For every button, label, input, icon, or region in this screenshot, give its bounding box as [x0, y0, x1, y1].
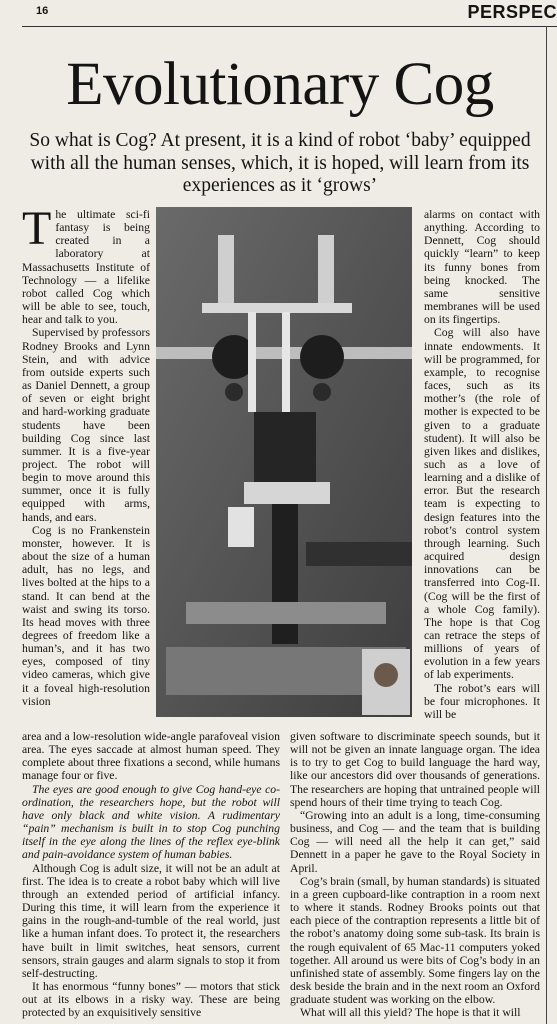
standfirst: So what is Cog? At present, it is a kind of robot ‘baby’ equipped with all the human senses, which, it is hoped, will learn from its experiences as it ‘grows’: [29, 130, 531, 196]
article-column-4: [290, 730, 540, 1024]
article-column-1: [22, 208, 150, 728]
paragraph: The robot’s ears will be four microphones. It will be: [424, 681, 540, 721]
paragraph: Supervised by professors Rodney Brooks and Lynn Stein, and with advice from outside experts such as Daniel Dennett, a group of seven or eight bright and hard-working graduate students have been building Cog since last summer. It is a five-year project. The robot will begin to move around this summer, once it is fully equipped with arms, hands, and ears.: [22, 326, 150, 524]
article-column-2: [424, 208, 540, 728]
paragraph: The eyes are good enough to give Cog hand-eye co-ordination, the researchers hope, but the robot will have only black and white vision. A rudimentary “pain” mechanism is built in to stop Cog punching itself in the eye along the lines of the reflex eye-blink and pain-avoidance system of human babies.: [22, 782, 280, 862]
column-rule: [546, 26, 547, 1024]
paragraph: area and a low-resolution wide-angle parafoveal vision area. The eyes saccade at almost human speed. They complete about three fixations a second, while humans manage four or five.: [22, 730, 280, 783]
paragraph: given software to discriminate speech sounds, but it will not be given an innate language organ. The idea is to try to get Cog to build language the hard way, like our ancestors did over thousands of generations. The researchers are hoping that untrained people will spend hours of their time trying to teach Cog.: [290, 730, 540, 809]
paragraph: What will all this yield? The hope is that it will: [300, 1006, 521, 1020]
paragraph: It has enormous “funny bones” — motors that stick out at its elbows in a risky way. These are being protected by an exquisitively sensitive: [22, 979, 280, 1020]
robot-photo: [156, 207, 412, 717]
paragraph: alarms on contact with anything. According to Dennett, Cog should quickly “learn” to keep its funny bones from being knocked. The same sensitive membranes will be used on its fingertips.: [424, 208, 540, 327]
paragraph: Cog’s brain (small, by human standards) is situated in a green cupboard-like contraption in a room next to where it stands. Rodney Brooks points out that each piece of the contraption represents a little bit of the robot’s anatomy doing some sub-task. Its brain is the rough equivalent of 65 Mac-11 computers yoked together. All around us were bits of Cog’s body in an unfinished state of assembly. Some fingers lay on the desk beside the brain and in the next room an Oxford graduate student was working on the elbow.: [290, 874, 540, 1007]
page-number: 16: [36, 5, 49, 17]
paragraph: Cog is no Frankenstein monster, however. It is about the size of a human adult, has no legs, and lives bolted at the hips to a stand. It can bend at the waist and swing its torso. Its head moves with three degrees of freedom like a human’s, and it has two eyes, composed of tiny video cameras, which give it a foveal high-resolution vision: [22, 523, 150, 708]
headline: Evolutionary Cog: [66, 51, 494, 118]
drop-cap: T: [22, 208, 52, 255]
section-title: PERSPEC: [467, 2, 557, 22]
article-column-3: [22, 730, 280, 1024]
top-rule: [22, 26, 557, 27]
paragraph: Cog will also have innate endowments. It will be programmed, for example, to recognise faces, such as its mother’s (the role of mother is expected to be given to a graduate student). It will also be given likes and dislikes, such as a love of learning and a dislike of error. But the research team is expecting to design features into the robot’s control system through learning. Such acquired design innovations can be transferred into Cog-II. (Cog will be the first of a whole Cog family). The hope is that Cog can retrace the steps of millions of years of evolution in a few years of lab experiments.: [424, 326, 540, 682]
paragraph: Although Cog is adult size, it will not be an adult at first. The idea is to create a robot baby which will live through an extended period of artificial infancy. During this time, it will learn from the experience it gains in the rough-and-tumble of the real world, just like a human infant does. To protect it, the researchers have built in limit switches, heat sensors, current sensors, strain gauges and alarm signals to stop it from self-destructing.: [22, 861, 280, 980]
paragraph: “Growing into an adult is a long, time-consuming business, and Cog — and the team that is building Cog — will need all the help it can get,” said Dennett in a paper he gave to the Royal Society in April.: [290, 808, 540, 875]
paragraph: The ultimate sci-fi fantasy is being created in a laboratory at Massachusetts Institute of Technology — a lifelike robot called Cog which will be able to see, touch, hear and talk to you.: [22, 208, 150, 327]
